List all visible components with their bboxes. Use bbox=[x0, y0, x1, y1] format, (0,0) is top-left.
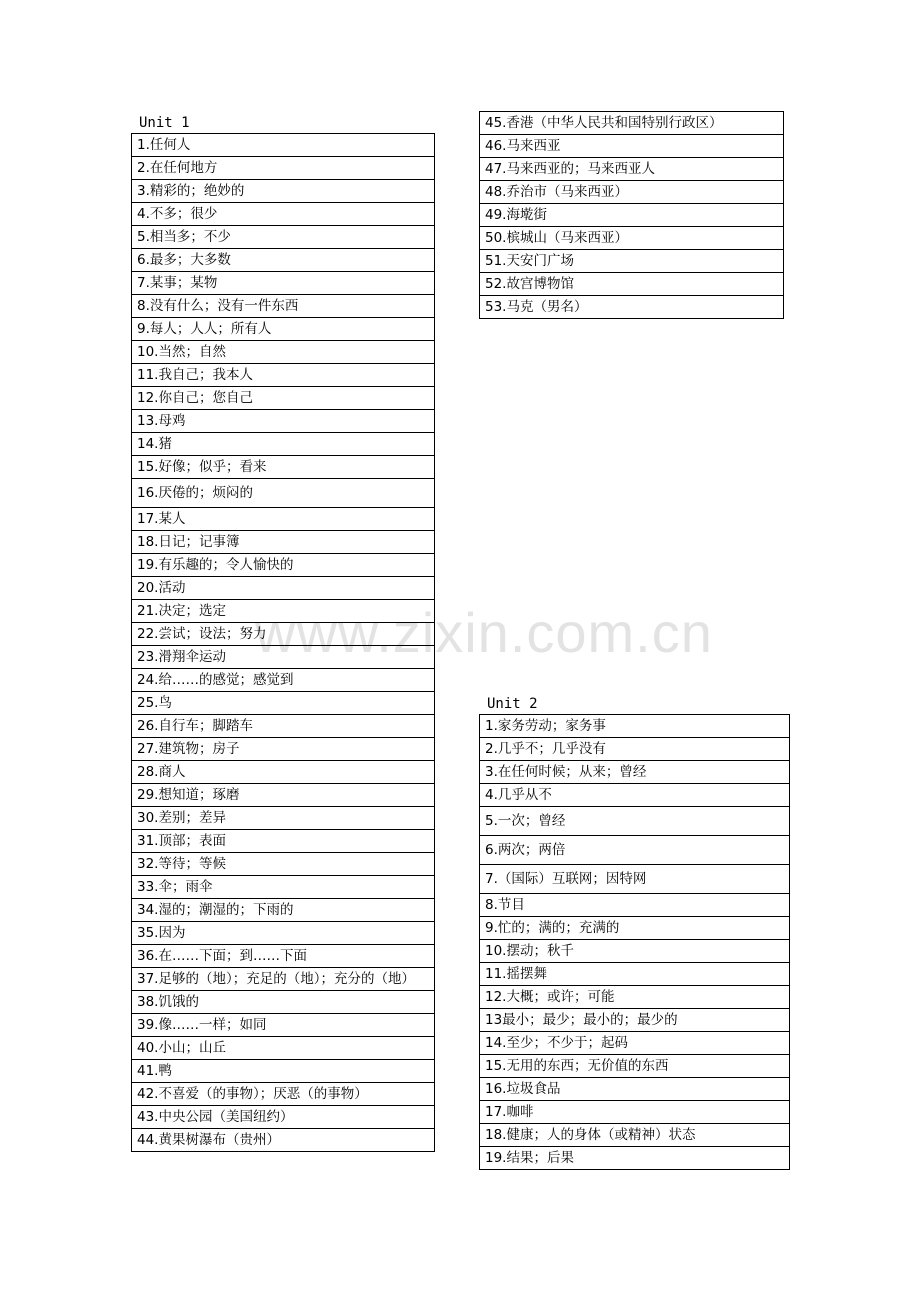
vocab-entry: 32.等待；等候 bbox=[132, 853, 435, 876]
table-row bbox=[132, 991, 435, 1014]
vocab-entry: 27.建筑物；房子 bbox=[132, 738, 435, 761]
vocab-entry: 30.差别；差异 bbox=[132, 807, 435, 830]
table-row bbox=[132, 669, 435, 692]
vocab-entry: 12.大概；或许；可能 bbox=[480, 986, 790, 1009]
vocab-entry: 23.滑翔伞运动 bbox=[132, 646, 435, 669]
vocab-entry: 8.节目 bbox=[480, 894, 790, 917]
vocab-entry: 53.马克（男名） bbox=[480, 296, 784, 319]
vocab-entry: 46.马来西亚 bbox=[480, 135, 784, 158]
vocab-entry: 50.槟城山（马来西亚） bbox=[480, 227, 784, 250]
table-row bbox=[132, 341, 435, 364]
vocab-entry: 3.在任何时候；从来；曾经 bbox=[480, 761, 790, 784]
vocab-entry: 35.因为 bbox=[132, 922, 435, 945]
table-row bbox=[132, 922, 435, 945]
table-row bbox=[132, 715, 435, 738]
table-row bbox=[132, 968, 435, 991]
vocab-entry: 2.几乎不；几乎没有 bbox=[480, 738, 790, 761]
table-row bbox=[132, 600, 435, 623]
table-row bbox=[480, 738, 790, 761]
vocab-entry: 15.无用的东西；无价值的东西 bbox=[480, 1055, 790, 1078]
table-row bbox=[132, 387, 435, 410]
unit1-vocab-table-continued bbox=[479, 111, 784, 319]
vocab-entry: 14.猪 bbox=[132, 433, 435, 456]
watermark-text: www.zixin.com.cn bbox=[255, 601, 713, 664]
vocab-entry: 13最小；最少；最小的；最少的 bbox=[480, 1009, 790, 1032]
table-row bbox=[132, 692, 435, 715]
vocab-entry: 39.像……一样；如同 bbox=[132, 1014, 435, 1037]
table-row bbox=[480, 227, 784, 250]
vocab-entry: 11.摇摆舞 bbox=[480, 963, 790, 986]
vocab-entry: 10.摆动；秋千 bbox=[480, 940, 790, 963]
vocab-entry: 17.某人 bbox=[132, 508, 435, 531]
table-row bbox=[480, 112, 784, 135]
table-row bbox=[480, 296, 784, 319]
table-row bbox=[132, 830, 435, 853]
table-row bbox=[480, 894, 790, 917]
vocab-entry: 4.不多；很少 bbox=[132, 203, 435, 226]
vocab-entry: 41.鸭 bbox=[132, 1060, 435, 1083]
vocab-entry: 29.想知道；琢磨 bbox=[132, 784, 435, 807]
vocab-entry: 49.海墘街 bbox=[480, 204, 784, 227]
table-row bbox=[132, 1037, 435, 1060]
table-row bbox=[480, 158, 784, 181]
unit2-title: Unit 2 bbox=[487, 696, 538, 712]
table-row bbox=[132, 623, 435, 646]
vocab-entry: 21.决定；选定 bbox=[132, 600, 435, 623]
vocab-entry: 18.日记；记事簿 bbox=[132, 531, 435, 554]
vocab-entry: 34.湿的；潮湿的；下雨的 bbox=[132, 899, 435, 922]
vocab-entry: 13.母鸡 bbox=[132, 410, 435, 433]
vocab-entry: 16.厌倦的；烦闷的 bbox=[132, 479, 435, 508]
vocab-entry: 51.天安门广场 bbox=[480, 250, 784, 273]
vocab-entry: 44.黄果树瀑布（贵州） bbox=[132, 1129, 435, 1152]
table-row bbox=[132, 761, 435, 784]
vocab-entry: 19.结果；后果 bbox=[480, 1147, 790, 1170]
table-row bbox=[480, 784, 790, 807]
table-row bbox=[132, 318, 435, 341]
vocab-entry: 45.香港（中华人民共和国特别行政区） bbox=[480, 112, 784, 135]
table-row bbox=[132, 784, 435, 807]
vocab-entry: 9.忙的；满的；充满的 bbox=[480, 917, 790, 940]
unit2-vocab-table bbox=[479, 714, 790, 1170]
table-row bbox=[480, 836, 790, 865]
table-row bbox=[480, 963, 790, 986]
table-row bbox=[132, 738, 435, 761]
vocab-entry: 22.尝试；设法；努力 bbox=[132, 623, 435, 646]
table-row bbox=[132, 531, 435, 554]
vocab-entry: 7.某事；某物 bbox=[132, 272, 435, 295]
table-row bbox=[132, 249, 435, 272]
table-row bbox=[480, 204, 784, 227]
table-row bbox=[480, 135, 784, 158]
table-row bbox=[132, 508, 435, 531]
table-row bbox=[132, 1060, 435, 1083]
vocab-entry: 48.乔治市（马来西亚） bbox=[480, 181, 784, 204]
vocab-entry: 24.给……的感觉；感觉到 bbox=[132, 669, 435, 692]
vocab-entry: 15.好像；似乎；看来 bbox=[132, 456, 435, 479]
table-row bbox=[132, 479, 435, 508]
unit1-vocab-table bbox=[131, 133, 435, 1152]
vocab-entry: 20.活动 bbox=[132, 577, 435, 600]
vocab-entry: 31.顶部；表面 bbox=[132, 830, 435, 853]
vocab-entry: 5.一次；曾经 bbox=[480, 807, 790, 836]
vocab-entry: 8.没有什么；没有一件东西 bbox=[132, 295, 435, 318]
vocab-entry: 3.精彩的；绝妙的 bbox=[132, 180, 435, 203]
table-row bbox=[480, 986, 790, 1009]
vocab-entry: 37.足够的（地）；充足的（地）；充分的（地） bbox=[132, 968, 435, 991]
table-row bbox=[480, 1032, 790, 1055]
vocab-entry: 26.自行车；脚踏车 bbox=[132, 715, 435, 738]
vocab-entry: 9.每人；人人；所有人 bbox=[132, 318, 435, 341]
table-row bbox=[132, 226, 435, 249]
vocab-entry: 10.当然；自然 bbox=[132, 341, 435, 364]
vocab-entry: 1.任何人 bbox=[132, 134, 435, 157]
vocab-entry: 19.有乐趣的；令人愉快的 bbox=[132, 554, 435, 577]
table-row bbox=[480, 273, 784, 296]
vocab-entry: 7.（国际）互联网；因特网 bbox=[480, 865, 790, 894]
vocab-entry: 17.咖啡 bbox=[480, 1101, 790, 1124]
vocab-entry: 6.最多；大多数 bbox=[132, 249, 435, 272]
table-row bbox=[132, 272, 435, 295]
vocab-entry: 4.几乎从不 bbox=[480, 784, 790, 807]
table-row bbox=[480, 181, 784, 204]
vocab-entry: 2.在任何地方 bbox=[132, 157, 435, 180]
vocab-entry: 28.商人 bbox=[132, 761, 435, 784]
vocab-entry: 33.伞；雨伞 bbox=[132, 876, 435, 899]
table-row bbox=[480, 250, 784, 273]
table-row bbox=[480, 715, 790, 738]
table-row bbox=[480, 1009, 790, 1032]
vocab-entry: 11.我自己；我本人 bbox=[132, 364, 435, 387]
table-row bbox=[132, 410, 435, 433]
table-row bbox=[480, 807, 790, 836]
vocab-entry: 18.健康；人的身体（或精神）状态 bbox=[480, 1124, 790, 1147]
vocab-entry: 38.饥饿的 bbox=[132, 991, 435, 1014]
table-row bbox=[132, 1083, 435, 1106]
table-row bbox=[132, 853, 435, 876]
table-row bbox=[480, 1078, 790, 1101]
vocab-entry: 43.中央公园（美国纽约） bbox=[132, 1106, 435, 1129]
vocab-entry: 42.不喜爱（的事物）；厌恶（的事物） bbox=[132, 1083, 435, 1106]
table-row bbox=[480, 761, 790, 784]
table-row bbox=[132, 1014, 435, 1037]
table-row bbox=[132, 554, 435, 577]
table-row bbox=[480, 1101, 790, 1124]
table-row bbox=[132, 876, 435, 899]
table-row bbox=[132, 1106, 435, 1129]
table-row bbox=[132, 433, 435, 456]
table-row bbox=[480, 865, 790, 894]
vocab-entry: 14.至少；不少于；起码 bbox=[480, 1032, 790, 1055]
vocab-entry: 1.家务劳动；家务事 bbox=[480, 715, 790, 738]
table-row bbox=[132, 646, 435, 669]
vocab-entry: 5.相当多；不少 bbox=[132, 226, 435, 249]
table-row bbox=[132, 807, 435, 830]
vocab-entry: 47.马来西亚的；马来西亚人 bbox=[480, 158, 784, 181]
vocab-entry: 25.鸟 bbox=[132, 692, 435, 715]
table-row bbox=[132, 456, 435, 479]
table-row bbox=[480, 917, 790, 940]
table-row bbox=[132, 180, 435, 203]
table-row bbox=[480, 940, 790, 963]
table-row bbox=[132, 1129, 435, 1152]
table-row bbox=[132, 899, 435, 922]
table-row bbox=[480, 1055, 790, 1078]
table-row bbox=[132, 577, 435, 600]
vocab-entry: 36.在……下面；到……下面 bbox=[132, 945, 435, 968]
table-row bbox=[132, 945, 435, 968]
table-row bbox=[132, 364, 435, 387]
table-row bbox=[132, 295, 435, 318]
table-row bbox=[480, 1124, 790, 1147]
vocab-entry: 12.你自己；您自己 bbox=[132, 387, 435, 410]
vocab-entry: 52.故宫博物馆 bbox=[480, 273, 784, 296]
table-row bbox=[132, 157, 435, 180]
vocab-entry: 40.小山；山丘 bbox=[132, 1037, 435, 1060]
vocab-entry: 16.垃圾食品 bbox=[480, 1078, 790, 1101]
unit1-title: Unit 1 bbox=[139, 115, 190, 131]
table-row bbox=[480, 1147, 790, 1170]
vocab-entry: 6.两次；两倍 bbox=[480, 836, 790, 865]
table-row bbox=[132, 134, 435, 157]
table-row bbox=[132, 203, 435, 226]
